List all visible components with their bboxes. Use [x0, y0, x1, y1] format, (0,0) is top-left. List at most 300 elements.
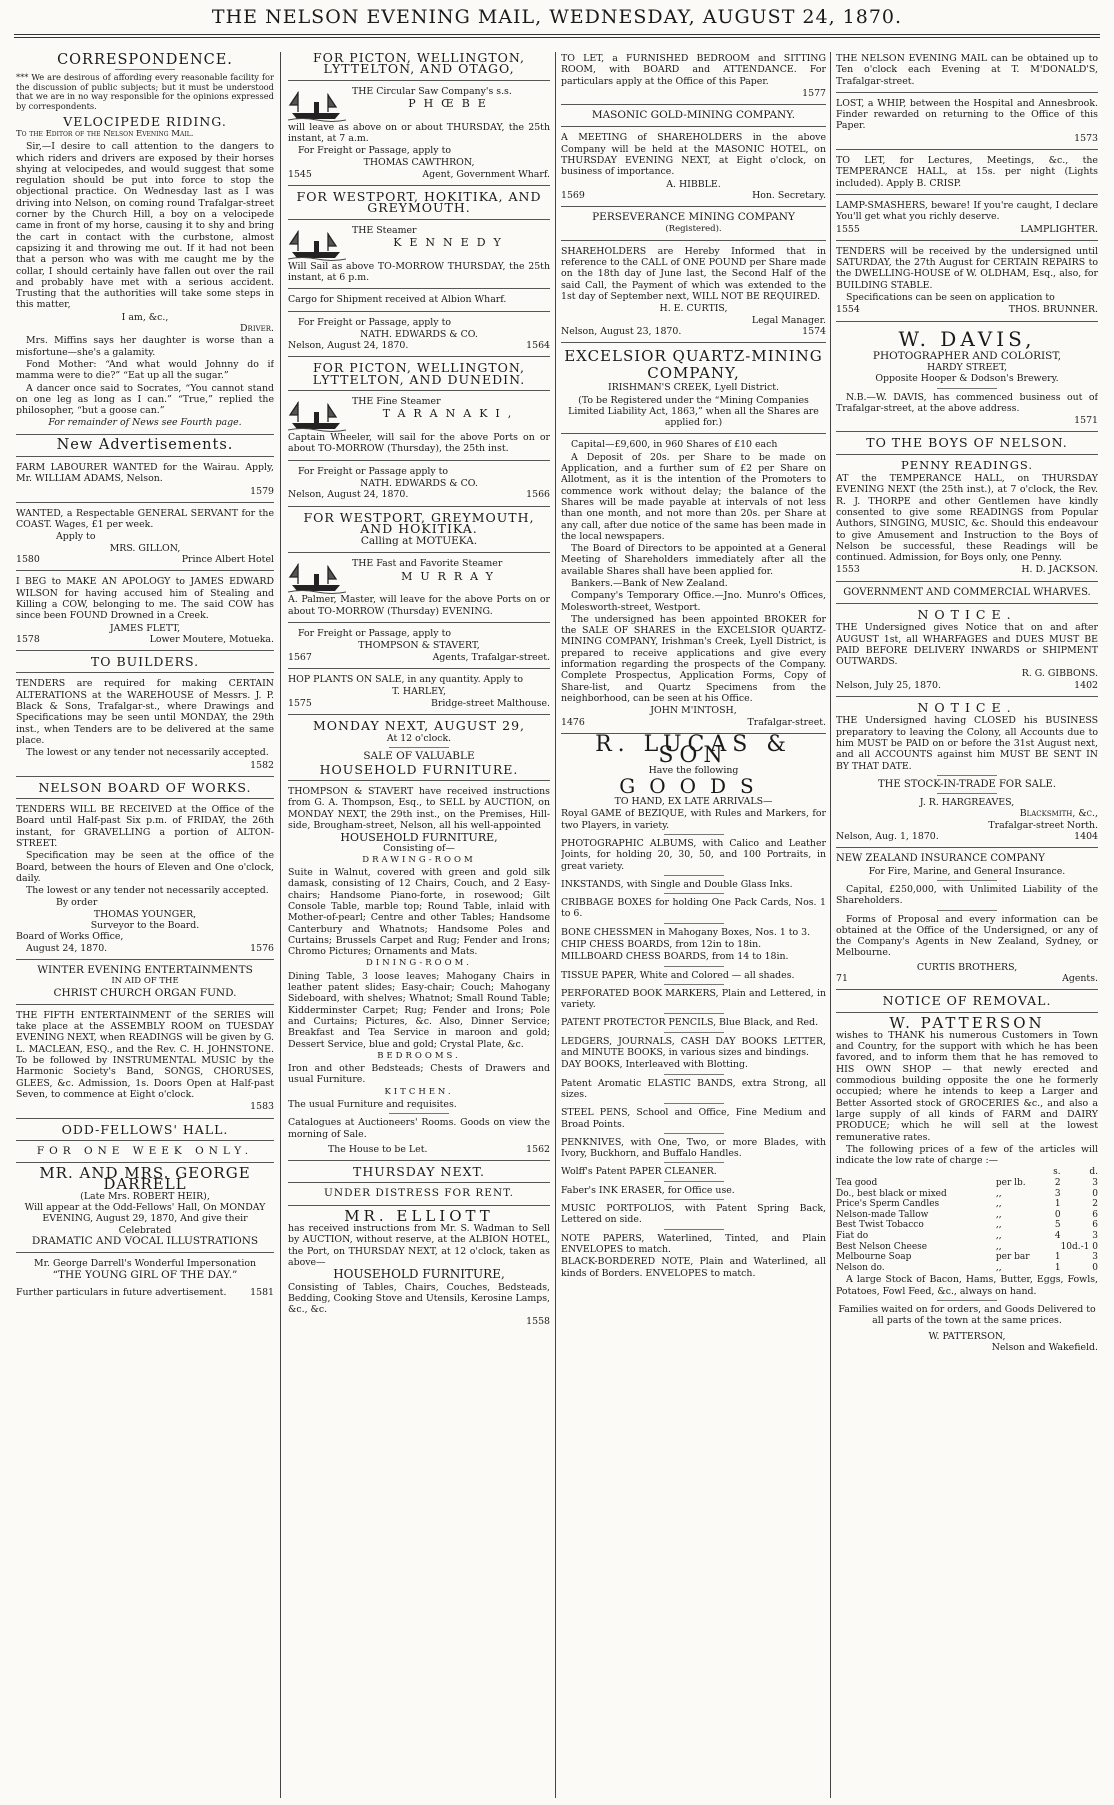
divider [16, 798, 274, 799]
ad-number: 1545 [288, 168, 312, 180]
divider [937, 1300, 997, 1301]
ad-name: THOMPSON & STAVERT, [358, 640, 480, 652]
ad-number: 1573 [1074, 132, 1098, 144]
ad-number: 1578 [16, 633, 40, 645]
room-heading: DINING-ROOM. [366, 958, 472, 969]
ad-date: Nelson, Aug. 1, 1870. [836, 831, 939, 843]
divider [288, 552, 550, 553]
ad-subtitle: FOR ONE WEEK ONLY. [36, 1144, 254, 1157]
letter-body: Sir,—I desire to call attention to the dangers to which riders and drivers are exposed by their horses shying at velocipedes, and would suggest that some regulation should be put into force to stop the objectional practice. On Wednesday last as I was driving into Nelson, on coming round Trafalgar-street corner by the Church Hill, a boy on a velocipede came in front of my horse, causing it to shy and bring the cart in contact with the curbstone, almost capsizing it and throwing me out. If it had not been that a person who was with me caught me by the collar, I should certainly have fallen out over the rail and probably have met with a serious accident. Trusting that the authorities will take some steps in this matter, [16, 141, 274, 311]
list-item: PERFORATED BOOK MARKERS, Plain and Lettered, in variety. [561, 987, 826, 1011]
ad-text: Will Sail as above TO-MORROW THURSDAY, the 25th instant, at 6 p.m. [288, 260, 550, 283]
ad-title: TO THE BOYS OF NELSON. [866, 435, 1068, 451]
ad-text: Specifications can be seen on application to [846, 292, 1055, 304]
divider [664, 1133, 724, 1134]
ad-number: 1571 [1074, 415, 1098, 427]
list-item: Patent Aromatic ELASTIC BANDS, extra Strong, all sizes. [561, 1077, 826, 1100]
ad-role: Agents. [1062, 973, 1098, 984]
divider [561, 342, 826, 343]
ad-number: 1402 [1074, 679, 1098, 691]
divider [288, 622, 550, 623]
ad-subtitle: TO HAND, EX LATE ARRIVALS— [614, 796, 773, 808]
divider [16, 776, 274, 777]
column-3 [561, 52, 826, 1800]
ad-headline: R. LUCAS & SON [595, 731, 792, 769]
ad-title: PENNY READINGS. [901, 457, 1033, 472]
shipping-title: FOR WESTPORT, GREYMOUTH, AND HOKITIKA. [303, 509, 535, 536]
divider [288, 714, 550, 715]
ad-role: Surveyor to the Board. [90, 920, 200, 932]
ad-text: Consisting of— [383, 843, 455, 855]
price-unit: ,, [995, 1209, 1002, 1220]
divider [836, 696, 1098, 697]
ad-text: (Late Mrs. ROBERT HEIR), [80, 1190, 210, 1202]
divider [664, 1199, 724, 1200]
masthead-rule-top [14, 34, 1100, 35]
ad-number: 1553 [836, 564, 860, 576]
ad-number: 1569 [561, 189, 585, 201]
ad-text: The usual Furniture and requisites. [288, 1099, 457, 1110]
ad-headline: HOUSEHOLD FURNITURE, [340, 831, 498, 845]
ad-headline: GOODS [619, 773, 768, 798]
ad-text: THE Undersigned having CLOSED his BUSINESS preparatory to leaving the Colony, all Accounts due to him MUST be PAID on or before the 31st August next, and all ACCOUNTS against him MUST BE SENT IN BY THAT DATE. [836, 715, 1098, 772]
divider [664, 1032, 724, 1033]
divider [664, 1181, 724, 1182]
masthead-rule-bottom [14, 37, 1100, 38]
divider [664, 1162, 724, 1163]
list-item: BLACK-BORDERED NOTE, Plain and Waterlined, all kinds of Borders. ENVELOPES to match. [561, 1256, 826, 1279]
ad-title: WINTER EVENING ENTERTAINMENTS [37, 963, 253, 976]
ad-text: THE Circular Saw Company's s.s. [352, 85, 512, 97]
ad-name: THOMAS CAWTHRON, [363, 157, 475, 169]
divider [937, 910, 997, 911]
divider [288, 390, 550, 391]
ad-date: Nelson, August 23, 1870. [561, 325, 682, 337]
ad-headline: EXCELSIOR QUARTZ-MINING COMPANY, [564, 347, 823, 383]
list-item: PHOTOGRAPHIC ALBUMS, with Calico and Leather Joints, for holding 20, 30, 50, and 100 Portraits, in great variety. [561, 837, 826, 872]
divider [836, 92, 1098, 93]
ad-text: Capital, £250,000, with Unlimited Liability of the Shareholders. [836, 883, 1098, 907]
ad-title: NOTICE OF REMOVAL. [882, 993, 1052, 1009]
price-shillings: 5 [1054, 1220, 1061, 1231]
list-item: CHIP CHESS BOARDS, from 12in to 18in. [561, 939, 762, 950]
ad-title: THURSDAY NEXT. [353, 1164, 485, 1180]
remainder-note: For remainder of News see Fourth page. [48, 417, 242, 429]
divider [937, 388, 997, 389]
ad-text: Mr. George Darrell's Wonderful Impersonation [33, 1258, 257, 1270]
divider [288, 780, 550, 781]
shipping-title: FOR WESTPORT, HOKITIKA, AND GREYMOUTH. [296, 189, 542, 216]
ad-text: THE Undersigned gives Notice that on and after AUGUST 1st, all WHARFAGES and DUES MUST BE PAID BEFORE DELIVERY INWARDS or SHIPMENT OUTWARDS. [836, 622, 1098, 668]
table-row [836, 1220, 1098, 1231]
divider [836, 194, 1098, 195]
price-item: Do., best black or mixed [836, 1188, 947, 1199]
price-item: Price's Sperm Candles [836, 1199, 940, 1210]
editor-note: *** We are desirous of affording every reasonable facility for the discussion of public subjects; but it must be understood that we are in no way responsible for the opinions expressed by correspondents. [16, 72, 274, 112]
price-unit: ,, [995, 1199, 1002, 1210]
ad-address: Lower Moutere, Motueka. [149, 633, 274, 645]
list-item: BONE CHESSMEN in Mahogany Boxes, Nos. 1 to 3. [561, 926, 811, 938]
ad-text: Further particulars in future advertisement. [16, 1286, 227, 1298]
ad-text: Have the following [648, 765, 739, 777]
letter-close: I am, &c., [121, 311, 169, 323]
divider [836, 603, 1098, 604]
ad-title: GOVERNMENT AND COMMERCIAL WHARVES. [843, 586, 1091, 598]
ad-text: Bankers.—Bank of New Zealand. [571, 577, 728, 589]
ad-subtitle: HARDY STREET, [927, 361, 1007, 373]
divider [389, 1113, 449, 1114]
ad-subtitle: UNDER DISTRESS FOR RENT. [324, 1187, 514, 1200]
divider [288, 80, 550, 81]
ad-text: For Freight or Passage, apply to [298, 145, 451, 157]
ad-number: 1554 [836, 304, 860, 316]
ad-date: Nelson, August 24, 1870. [288, 340, 409, 352]
ad-title: ODD-FELLOWS' HALL. [61, 1121, 229, 1137]
ad-name: THOMAS YOUNGER, [93, 908, 197, 920]
ad-date: Nelson, July 25, 1870. [836, 679, 942, 691]
price-pence: 6 [1092, 1220, 1098, 1231]
ad-text: Cargo for Shipment received at Albion Wharf. [288, 294, 507, 306]
list-item: Royal GAME of BEZIQUE, with Rules and Markers, for two Players, in variety. [561, 808, 826, 831]
price-shillings: 1 [1054, 1252, 1061, 1263]
ad-text: Iron and other Bedsteads; Chests of Drawers and usual Furniture. [288, 1063, 550, 1086]
list-item: TISSUE PAPER, White and Colored — all shades. [561, 969, 795, 981]
snippet: Mrs. Miffins says her daughter is worse than a misfortune—she's a galamity. [16, 335, 274, 358]
snippet: Fond Mother: “And what would Johnny do if mamma were to die?” “Eat up all the sugar.” [16, 358, 274, 382]
divider [664, 893, 724, 894]
price-unit: ,, [995, 1241, 1002, 1252]
ad-text: For Freight or Passage apply to [298, 465, 449, 477]
divider [288, 1205, 550, 1206]
ad-apply: Apply to [56, 531, 96, 543]
price-item: Fiat do [836, 1231, 869, 1242]
ad-text: (To be Registered under the “Mining Companies Limited Liability Act, 1863,” when all the Shares are applied for.) [568, 394, 819, 429]
ad-title: NELSON BOARD OF WORKS. [38, 779, 252, 795]
ad-title: NEW ZEALAND INSURANCE COMPANY [836, 853, 1045, 865]
room-heading: DRAWING-ROOM [362, 854, 476, 865]
ad-text: THE NELSON EVENING MAIL can be obtained up to Ten o'clock each Evening at T. M'DONALD'S, Trafalgar-street. [836, 53, 1098, 87]
ad-headline: MR. AND MRS. GEORGE DARRELL [39, 1164, 251, 1194]
divider [664, 875, 724, 876]
ad-title: HOUSEHOLD FURNITURE. [319, 761, 519, 777]
ad-address: Trafalgar-street North. [988, 819, 1098, 831]
ad-text: For Freight or Passage, apply to [298, 316, 451, 328]
price-shillings: 2 [1054, 1178, 1061, 1189]
ad-title: SALE OF VALUABLE [363, 750, 475, 763]
ad-role: Hon. Secretary. [752, 189, 826, 201]
ad-name: H. E. CURTIS, [659, 303, 728, 315]
ad-number: 71 [836, 973, 848, 984]
price-pence: 3 [1092, 1252, 1098, 1263]
ad-text: A. Palmer, Master, will leave for the above Ports on or about TO-MORROW (Thursday) EVENING. [288, 594, 550, 617]
price-unit: ,, [995, 1231, 1002, 1242]
masthead: THE NELSON EVENING MAIL, WEDNESDAY, AUGUST 24, 1870. [211, 6, 903, 28]
divider [16, 1118, 274, 1119]
ad-role: Agents, Trafalgar-street. [432, 651, 550, 663]
price-item: Melbourne Soap [836, 1252, 912, 1263]
ad-text: THOMPSON & STAVERT have received instructions from G. A. Thompson, Esq., to SELL by AUCTION, on MONDAY NEXT, the 29th inst., on the Premises, Hill-side, Brougham-street, Nelson, all his well-appointed [288, 785, 550, 831]
ad-number: 1562 [526, 1143, 550, 1155]
price-shillings: 0 [1054, 1209, 1061, 1220]
column-1 [16, 52, 274, 1800]
ad-name: NATH. EDWARDS & CO. [360, 477, 478, 489]
ad-text: A MEETING of SHAREHOLDERS in the above Company will be held at the MASONIC HOTEL, on THURSDAY EVENING NEXT, at Eight o'clock, on business of importance. [561, 132, 826, 178]
table-row [836, 1263, 1098, 1274]
ad-text: wishes to THANK his numerous Customers in Town and Country, for the support with which he has been favored, and to inform them that he has removed to HIS OWN SHOP — that newly erected and commodious building opposite the one he formerly occupied; where he intends to keep a Larger and Better Assorted stock of GROCERIES &c., and also a large supply of all kinds of FARM and DAIRY PRODUCE; which he will sell at the lowest remunerative rates. [836, 1029, 1098, 1143]
ad-title: MONDAY NEXT, AUGUST 29, [313, 717, 525, 733]
price-shillings: 1 [1054, 1199, 1061, 1210]
list-item: INKSTANDS, with Single and Double Glass Inks. [561, 878, 793, 890]
ad-number: 1580 [16, 554, 40, 566]
ad-text: THE Fine Steamer [352, 396, 441, 408]
list-item: MILLBOARD CHESS BOARDS, from 14 to 18in. [561, 951, 789, 963]
ad-text: Capital—£9,600, in 960 Shares of £10 each [571, 439, 778, 451]
ad-text: The lowest or any tender not necessarily accepted. [26, 747, 269, 759]
column-header: d. [1089, 1167, 1098, 1178]
ad-name: W. PATTERSON, [928, 1330, 1006, 1342]
ad-text: A large Stock of Bacon, Hams, Butter, Eggs, Fowls, Potatoes, Fowl Feed, &c., always on hand. [836, 1274, 1098, 1297]
divider [664, 1229, 724, 1230]
letter-address: To the Editor of the Nelson Evening Mail. [16, 128, 194, 139]
column-divider [280, 52, 281, 1798]
divider [561, 104, 826, 105]
price-pence: 6 [1092, 1209, 1098, 1220]
price-pence: 0 [1092, 1262, 1098, 1273]
ad-subtitle: At 12 o'clock. [386, 733, 452, 745]
divider [664, 923, 724, 924]
divider [288, 668, 550, 669]
shipping-title: FOR PICTON, WELLINGTON, LYTTELTON, AND DUNEDIN. [312, 360, 526, 387]
ad-name: T. HARLEY, [392, 686, 446, 698]
divider [16, 1252, 274, 1253]
ad-title: NOTICE. [917, 606, 1017, 622]
price-pence: 3 [1092, 1231, 1098, 1242]
list-item: STEEL PENS, School and Office, Fine Medium and Broad Points. [561, 1107, 826, 1130]
ship-name: PHŒBE [408, 96, 494, 110]
ship-name: MURRAY [401, 569, 501, 583]
ad-name: H. D. JACKSON. [1021, 564, 1098, 576]
ad-number: 1566 [526, 489, 550, 501]
price-unit: ,, [995, 1262, 1002, 1273]
price-shillings: 1 [1054, 1262, 1061, 1273]
ad-name: NATH. EDWARDS & CO. [360, 328, 478, 340]
ad-name: JAMES FLETT, [109, 622, 181, 634]
price-item: Best Twist Tobacco [836, 1220, 924, 1231]
divider [16, 456, 274, 457]
ad-role: Legal Manager. [751, 314, 826, 326]
ship-name: KENNEDY [393, 235, 509, 249]
divider [288, 288, 550, 289]
divider [664, 1013, 724, 1014]
table-row [836, 1189, 1098, 1200]
ad-text: A Deposit of 20s. per Share to be made on Application, and a further sum of £2 per Share on Allotment, as it is the intention of the Promoters to commence work without delay; the balance of the Shares will be made payable at intervals of not less than one month, and not more than 20s. per Share at any call, after due notice of the same has been made in the local newspapers. [561, 451, 826, 542]
divider [836, 581, 1098, 582]
price-unit: ,, [995, 1188, 1002, 1199]
divider [937, 775, 997, 776]
divider [561, 433, 826, 434]
list-item: NOTE PAPERS, Waterlined, Tinted, and Plain ENVELOPES to match. [561, 1232, 826, 1255]
price-shillings: 4 [1054, 1231, 1061, 1242]
column-2 [288, 52, 550, 1800]
table-row [836, 1242, 1098, 1253]
price-unit: per bar [995, 1252, 1030, 1263]
ad-number: 1555 [836, 223, 860, 235]
price-item: Nelson-made Tallow [836, 1209, 929, 1220]
letter-title: VELOCIPEDE RIDING. [63, 113, 227, 129]
ad-number: 1579 [250, 485, 274, 497]
ad-text: Families waited on for orders, and Goods Delivered to all parts of the town at the same prices. [838, 1303, 1096, 1327]
ad-subtitle: IN AID OF THE [111, 976, 179, 987]
divider [836, 847, 1098, 848]
steamship-icon [288, 227, 346, 261]
divider [664, 834, 724, 835]
snippet: A dancer once said to Socrates, “You cannot stand on one leg as long as I can.” “True,” replied the philosopher, “but a goose can.” [16, 382, 274, 417]
ad-text: Opposite Hooper & Dodson's Brewery. [875, 373, 1059, 385]
divider [16, 650, 274, 651]
table-row [836, 1252, 1098, 1263]
price-pence: 3 [1092, 1178, 1098, 1189]
ad-name: A. HIBBLE. [666, 178, 721, 190]
divider [16, 1140, 274, 1141]
ad-number: 1476 [561, 716, 585, 728]
ship-name: TARANAKI, [382, 407, 520, 421]
ad-subtitle: (Registered). [665, 223, 722, 234]
list-item: CRIBBAGE BOXES for holding One Pack Cards, Nos. 1 to 6. [561, 897, 826, 920]
ad-text: Specification may be seen at the office of the Board, between the hours of Eleven and One o'clock, daily. [16, 850, 274, 884]
ad-text: Consisting of Tables, Chairs, Couches, Bedsteads, Bedding, Cooking Stove and Utensils, Kerosine Lamps, &c., &c. [288, 1281, 550, 1316]
ad-text: Will appear at the Odd-Fellows' Hall, On MONDAY EVENING, August 29, 1870, And give their Celebrated [24, 1202, 266, 1236]
ad-headline: MR. ELLIOTT [344, 1206, 494, 1225]
ad-name: MRS. GILLON, [109, 542, 181, 554]
divider [288, 311, 550, 312]
ad-text: TENDERS are required for making CERTAIN ALTERATIONS at the WAREHOUSE of Messrs. J. P. Black & Sons, Trafalgar-st., where Drawings and Specifications may be seen until MONDAY, the 29th inst., when Tenders are to be delivered at the same place. [16, 678, 274, 746]
price-item: Nelson do. [836, 1262, 885, 1273]
column-4 [836, 52, 1098, 1800]
ad-text: THE Steamer [352, 224, 417, 236]
list-item: DAY BOOKS, Interleaved with Blotting. [561, 1059, 748, 1071]
steamship-icon [288, 560, 346, 594]
divider [836, 431, 1098, 432]
steamship-icon [288, 398, 346, 432]
ad-text: will leave as above on or about THURSDAY, the 25th instant, at 7 a.m. [288, 121, 550, 144]
ad-role: Agent, Government Wharf. [422, 168, 550, 180]
divider [288, 460, 550, 461]
divider [836, 454, 1098, 455]
divider [288, 506, 550, 507]
ad-text: HOP PLANTS ON SALE, in any quantity. Apply to [288, 673, 523, 685]
ad-headline: “THE YOUNG GIRL OF THE DAY.” [52, 1268, 238, 1281]
divider [16, 959, 274, 960]
divider [664, 984, 724, 985]
ad-text: N.B.—W. DAVIS, has commenced business out of Trafalgar-street, at the above address. [836, 391, 1098, 414]
ad-text: Company's Temporary Office.—Jno. Munro's Offices, Molesworth-street, Westport. [561, 590, 826, 613]
ad-text: Suite in Walnut, covered with green and gold silk damask, consisting of 12 Chairs, Couch, and 2 Easy-chairs; Handsome Piano-forte, in rosewood; Gilt Console Table, marble top; Round Table, inlaid with Mother-of-pearl; Centre and other Tables; Handsome Canterbury and Whatnots; Handsome Poles and Curtains; Brussels Carpet and Rug; Fender and Irons; Chromo Pictures; Ornaments and Mats. [288, 867, 550, 958]
ad-text: FARM LABOURER WANTED for the Wairau. Apply, Mr. WILLIAM ADAMS, Nelson. [16, 461, 274, 485]
divider [288, 1182, 550, 1183]
price-pence: 10d.-1 0 [1060, 1241, 1098, 1252]
ad-text: TENDERS will be received by the undersigned until SATURDAY, the 27th August for CERTAIN REPAIRS to the DWELLING-HOUSE of W. OLDHAM, Esq., also, for BUILDING STABLE. [836, 245, 1098, 291]
ad-text: The House to be Let. [328, 1143, 428, 1155]
price-unit: ,, [995, 1220, 1002, 1231]
divider [836, 149, 1098, 150]
ad-number: 1564 [526, 340, 550, 352]
list-item: Faber's INK ERASER, for Office use. [561, 1184, 735, 1196]
ad-text: Forms of Proposal and every information can be obtained at the Office of the Undersigned, or any of the Company's Agents in New Zealand, Sydney, or Melbourne. [836, 913, 1098, 959]
ad-text: AT the TEMPERANCE HALL, on THURSDAY EVENING NEXT (the 25th inst.), at 7 o'clock, the Rev. R. J. THORPE and other Gentlemen have kindly consented to give some READINGS from Popular Authors, SINGING, MUSIC, &c. Should this endeavour to give Amusement and Instruction to the Boys of Nelson be successful, these Readings will be continued. Admission, for Boys only, one Penny. [836, 473, 1098, 564]
ad-headline: DRAMATIC AND VOCAL ILLUSTRATIONS [31, 1234, 259, 1247]
section-title: CORRESPONDENCE. [57, 52, 233, 68]
ad-subtitle: For Fire, Marine, and General Insurance. [868, 865, 1066, 877]
table-row [836, 1178, 1098, 1189]
shipping-title: FOR PICTON, WELLINGTON, LYTTELTON, AND OTAGO, [312, 52, 526, 77]
ad-number: 1558 [526, 1316, 550, 1328]
price-table [836, 1167, 1098, 1273]
ad-number: 1404 [1074, 831, 1098, 843]
list-item: PATENT PROTECTOR PENCILS, Blue Black, and Red. [561, 1017, 819, 1029]
table-row [836, 1199, 1098, 1210]
divider [561, 206, 826, 207]
divider [16, 1004, 274, 1005]
price-item: Tea good [836, 1178, 878, 1189]
ad-number: 1576 [250, 942, 274, 954]
divider [115, 69, 175, 70]
section-title: New Advertisements. [56, 436, 234, 453]
price-unit: per lb. [995, 1178, 1026, 1189]
ad-headline: W. PATTERSON [889, 1013, 1045, 1032]
ad-subtitle: PHOTOGRAPHER AND COLORIST, [872, 349, 1062, 362]
ad-text: Captain Wheeler, will sail for the above Ports on or about TO-MORROW (Thursday), the 25th inst. [288, 432, 550, 455]
ad-text: SHAREHOLDERS are Hereby Informed that in reference to the CALL of ONE POUND per Share made on the 18th day of June last, the Second Half of the said Call, the Payment of which was extended to the 1st day of September next, WILL NOT BE REQUIRED. [561, 245, 826, 303]
divider [288, 356, 550, 357]
ad-text: TO LET, a FURNISHED BEDROOM and SITTING ROOM, with BOARD and ATTENDANCE. For particulars apply at the Office of this Paper. [561, 53, 826, 87]
ad-text: Catalogues at Auctioneers' Rooms. Goods on view the morning of Sale. [288, 1117, 550, 1140]
divider [16, 570, 274, 571]
column-header: s. [1053, 1167, 1061, 1178]
divider [389, 747, 449, 748]
price-shillings [1045, 1242, 1061, 1253]
ad-title: NOTICE. [917, 700, 1017, 716]
ad-title: PERSEVERANCE MINING COMPANY [592, 211, 795, 224]
ad-role: Blacksmith, &c., [1019, 808, 1098, 820]
ad-office: Board of Works Office, [16, 931, 124, 943]
divider [836, 989, 1098, 990]
ad-text: Dining Table, 3 loose leaves; Mahogany Chairs in leather patent slides; Easy-chair; Couch; Mahogany Sideboard, with shelves; Whatnot; Small Round Table; Kidderminster Carpet; Rug; Fender and Irons; Pole and Curtains; Pictures, &c. Also, Dinner Service; Breakfast and Tea Service in maroon and gold; Dessert Service, blue and gold; Crystal Plate, &c. [288, 970, 550, 1050]
steamship-icon [288, 88, 346, 122]
ad-title: TO BUILDERS. [90, 654, 200, 670]
divider [561, 126, 826, 127]
ad-subtitle: THE STOCK-IN-TRADE FOR SALE. [877, 778, 1057, 790]
ad-text: For Freight or Passage, apply to [298, 628, 451, 640]
ad-number: 1583 [250, 1101, 274, 1113]
ad-text: The lowest or any tender not necessarily accepted. [26, 885, 269, 897]
list-item: LEDGERS, JOURNALS, CASH DAY BOOKS LETTER, and MINUTE BOOKS, in various sizes and bindings. [561, 1035, 826, 1059]
price-item: Best Nelson Cheese [836, 1241, 928, 1252]
ad-name: J. R. HARGREAVES, [919, 797, 1015, 809]
table-row [836, 1231, 1098, 1242]
divider [937, 880, 997, 881]
list-item: Wolff's Patent PAPER CLEANER. [561, 1166, 717, 1178]
ad-name: CURTIS BROTHERS, [916, 961, 1018, 973]
ad-text: The Board of Directors to be appointed at a General Meeting of Shareholders immediately after all the available Shares shall have been applied for. [561, 543, 826, 577]
ad-number: 1574 [802, 325, 826, 337]
list-item: MUSIC PORTFOLIOS, with Patent Spring Back, Lettered on side. [561, 1203, 826, 1226]
column-divider [555, 52, 556, 1798]
divider [664, 1103, 724, 1104]
ad-subtitle: CHRIST CHURCH ORGAN FUND. [53, 986, 237, 999]
divider [288, 185, 550, 186]
ad-text: LAMP-SMASHERS, beware! If you're caught, I declare You'll get what you richly deserve. [836, 199, 1098, 223]
ad-text: TO LET, for Lectures, Meetings, &c., the TEMPERANCE HALL, at 15s. per night (Lights included). Apply B. CRISP. [836, 155, 1098, 189]
